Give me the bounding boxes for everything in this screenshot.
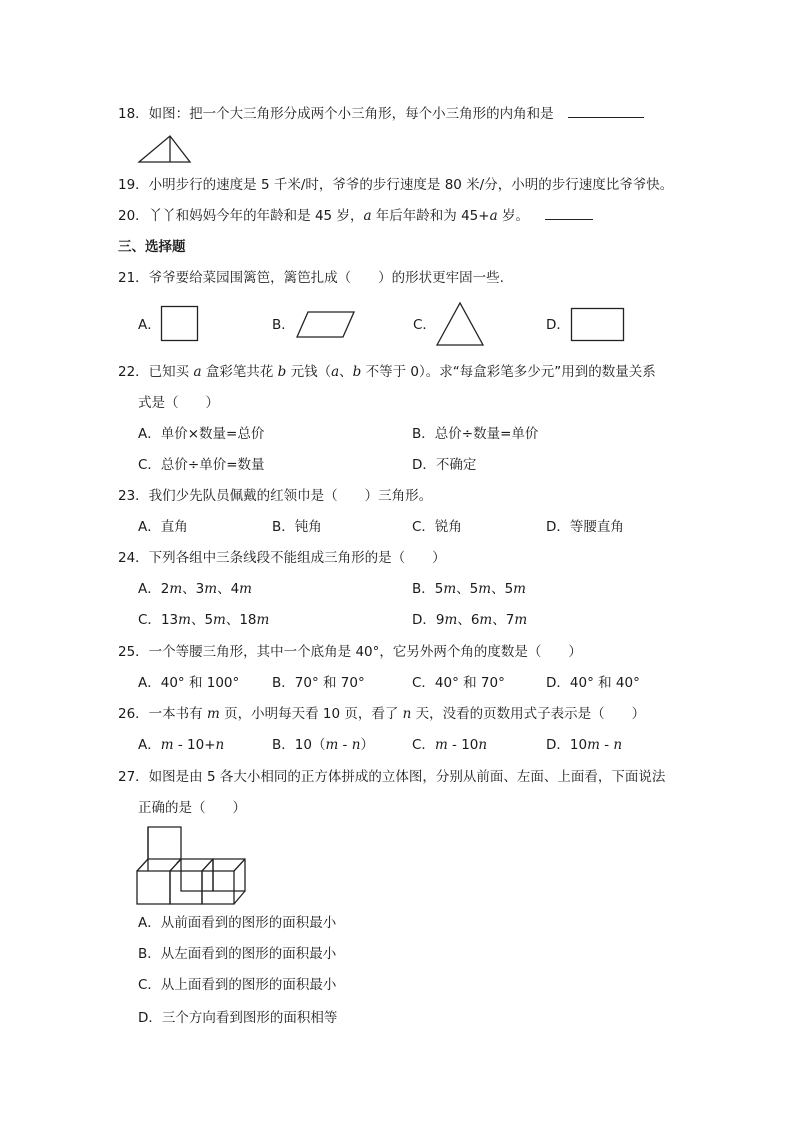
question-24: 24．下列各组中三条线段不能组成三角形的是（ ） [118,550,446,566]
q22-option-d: D．不确定 [412,457,477,473]
q20-answer-blank [545,219,593,220]
q18-answer-blank [568,117,644,118]
q23-option-b: B．钝角 [272,519,322,535]
q21-option-d: D． [546,317,570,333]
q26-option-d: D．10m - n [546,737,623,753]
question-22: 22．已知买 a 盒彩笔共花 b 元钱（a、b 不等于 0）。求“每盒彩笔多少元”用到的数量关系 [118,364,656,380]
q21-option-b: B． [272,317,295,333]
q24-option-b: B．5m、5m、5m [412,581,526,597]
triangle-shape [436,302,486,350]
q23-option-c: C．锐角 [412,519,462,535]
question-23: 23．我们少先队员佩戴的红领巾是（ ）三角形。 [118,488,433,504]
q27-option-a: A．从前面看到的图形的面积最小 [138,915,337,931]
q18-text: 18．如图：把一个大三角形分成两个小三角形，每个小三角形的内角和是 [118,106,554,122]
q26-option-a: A．m - 10+n [138,737,225,753]
q24-option-d: D．9m、6m、7m [412,612,528,628]
question-27: 27．如图是由 5 各大小相同的正方体拼成的立体图，分别从前面、左面、上面看，下面说法 [118,769,666,785]
q26-option-c: C．m - 10n [412,737,488,753]
rectangle-shape [571,308,625,346]
square-shape [161,306,199,346]
q27-option-b: B．从左面看到的图形的面积最小 [138,946,337,962]
q22-option-a: A．单价×数量=总价 [138,426,265,442]
question-18 [118,104,644,124]
q22-option-c: C．总价÷单价=数量 [138,457,265,473]
q27-option-c: C．从上面看到的图形的面积最小 [138,977,337,993]
q24-option-a: A．2m、3m、4m [138,581,252,597]
question-27-cont: 正确的是（ ） [138,800,246,816]
q23-option-d: D．等腰直角 [546,519,624,535]
question-21: 21．爷爷要给菜园围篱笆，篱笆扎成（ ）的形状更牢固一些. [118,270,504,286]
q25-option-d: D．40° 和 40° [546,675,640,691]
parallelogram-shape [296,311,356,343]
question-25: 25．一个等腰三角形，其中一个底角是 40°，它另外两个角的度数是（ ） [118,644,582,660]
q22-option-b: B．总价÷数量=单价 [412,426,539,442]
q25-option-c: C．40° 和 70° [412,675,505,691]
q25-option-b: B．70° 和 70° [272,675,365,691]
cube-stack-figure [136,826,248,910]
q21-option-c: C． [413,317,436,333]
q26-option-b: B．10（m - n） [272,737,374,753]
question-19: 19．小明步行的速度是 5 千米/时，爷爷的步行速度是 80 米/分，小明的步行速度比爷爷快。 [118,177,674,193]
q24-option-c: C．13m、5m、18m [138,612,270,628]
question-26: 26．一本书有 m 页，小明每天看 10 页，看了 n 天，没看的页数用式子表示是（ ） [118,706,646,722]
q25-option-a: A．40° 和 100° [138,675,240,691]
question-20: 20．丫丫和妈妈今年的年龄和是 45 岁，a 年后年龄和为 45+a 岁。 [118,206,593,226]
q27-option-d: D．三个方向看到图形的面积相等 [138,1010,338,1026]
section-title: 三、选择题 [118,239,186,255]
q23-option-a: A．直角 [138,519,188,535]
q18-triangle-figure [138,134,192,168]
q21-option-a: A． [138,317,161,333]
question-22-cont: 式是（ ） [138,395,219,411]
